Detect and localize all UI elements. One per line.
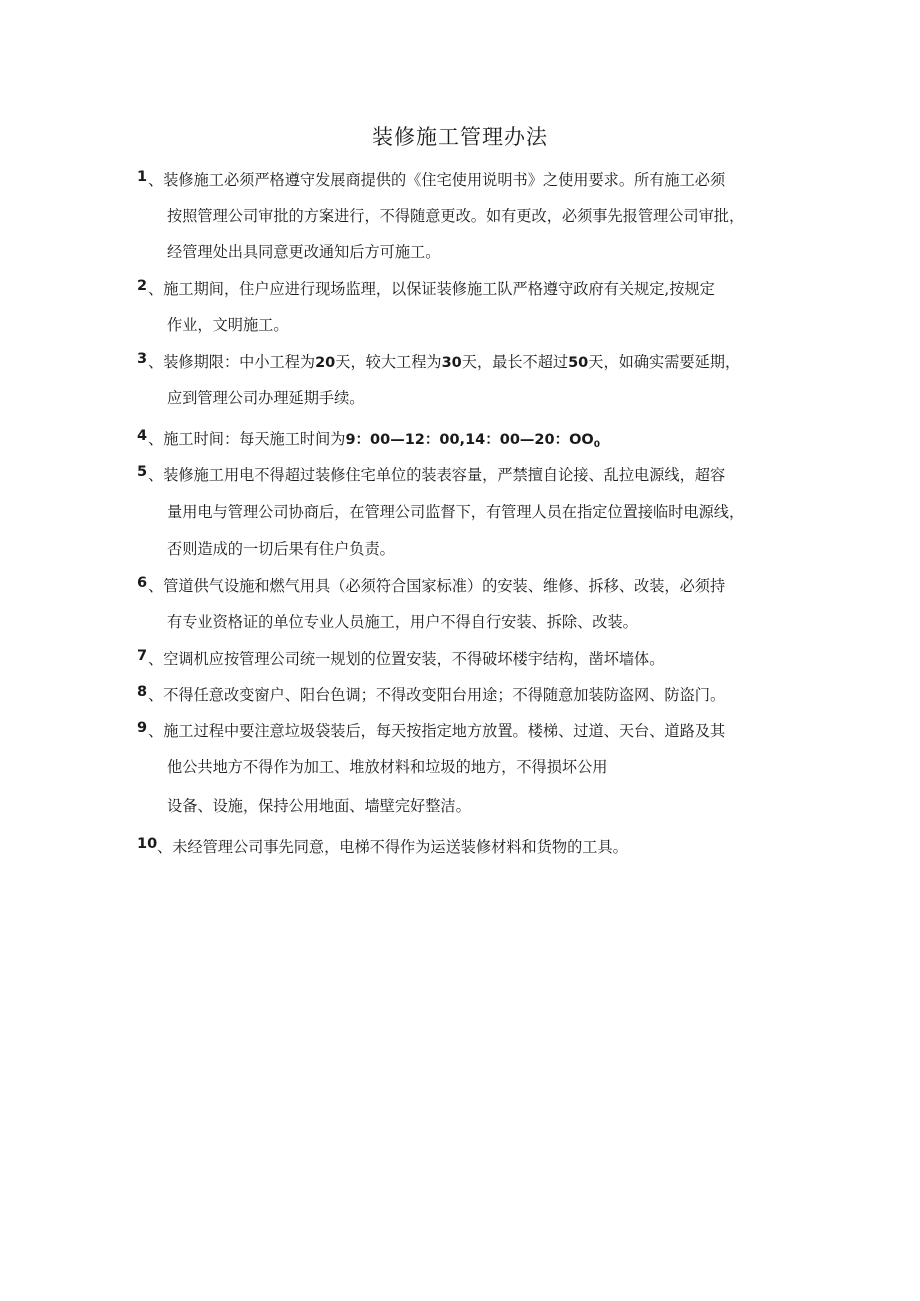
rule-line: 有专业资格证的单位专业人员施工，用户不得自行安装、拆除、改装。: [167, 613, 638, 631]
rule-line: 、施工时间：每天施工时间为9：00—12：00,14：00—20：$OO_0$: [148, 430, 601, 450]
rule-line: 、不得任意改变窗户、阳台色调；不得改变阳台用途；不得随意加装防盗网、防盗门。: [148, 686, 726, 704]
rule-line: 、装修施工必须严格遵守发展商提供的《住宅使用说明书》之使用要求。所有施工必须: [148, 171, 726, 189]
rule-line: 量用电与管理公司协商后，在管理公司监督下，有管理人员在指定位置接临时电源线，: [167, 503, 745, 521]
rule-number: 1: [137, 169, 148, 185]
rule-line: 经管理处出具同意更改通知后方可施工。: [167, 243, 441, 261]
rule-line: 、装修施工用电不得超过装修住宅单位的装表容量，严禁擅自论接、乱拉电源线，超容: [148, 466, 726, 484]
rule-number: 2: [137, 278, 148, 294]
rule-number: 6: [137, 575, 148, 591]
rule-line: 、未经管理公司事先同意，电梯不得作为运送装修材料和货物的工具。: [157, 838, 628, 856]
rule-number: 4: [137, 428, 148, 444]
rule-number: 8: [137, 684, 148, 700]
rule-line: 按照管理公司审批的方案进行，不得随意更改。如有更改，必须事先报管理公司审批，: [167, 207, 745, 225]
rule-line: 设备、设施，保持公用地面、墙壁完好整洁。: [167, 797, 471, 815]
rule-number: 3: [137, 351, 148, 367]
rule-number: 9: [137, 720, 148, 736]
rule-line: 作业，文明施工。: [167, 316, 289, 334]
rule-line: 他公共地方不得作为加工、堆放材料和垃圾的地方，不得损坏公用: [167, 758, 608, 776]
work-hours: 9：00—12：00,14：00—20：OO: [345, 432, 594, 448]
rule-number: 5: [137, 464, 148, 480]
document-title: 装修施工管理办法: [372, 125, 548, 149]
rule-number: 7: [137, 648, 148, 664]
rule-number: 10: [137, 836, 158, 852]
rule-line: 、施工过程中要注意垃圾袋装后，每天按指定地方放置。楼梯、过道、天台、道路及其: [148, 722, 726, 740]
rule-line: 、装修期限：中小工程为20天，较大工程为30天，最长不超过50天，如确实需要延期，: [148, 353, 741, 371]
rule-line: 、空调机应按管理公司统一规划的位置安装，不得破坏楼宇结构，凿坏墙体。: [148, 650, 665, 668]
rule-line: 、管道供气设施和燃气用具（必须符合国家标准）的安装、维修、拆移、改装，必须持: [148, 577, 726, 595]
rule-line: 应到管理公司办理延期手续。: [167, 389, 365, 407]
rule-line: 、施工期间，住户应进行现场监理，以保证装修施工队严格遵守政府有关规定,按规定: [148, 280, 715, 298]
rule-line: 否则造成的一切后果有住户负责。: [167, 540, 395, 558]
